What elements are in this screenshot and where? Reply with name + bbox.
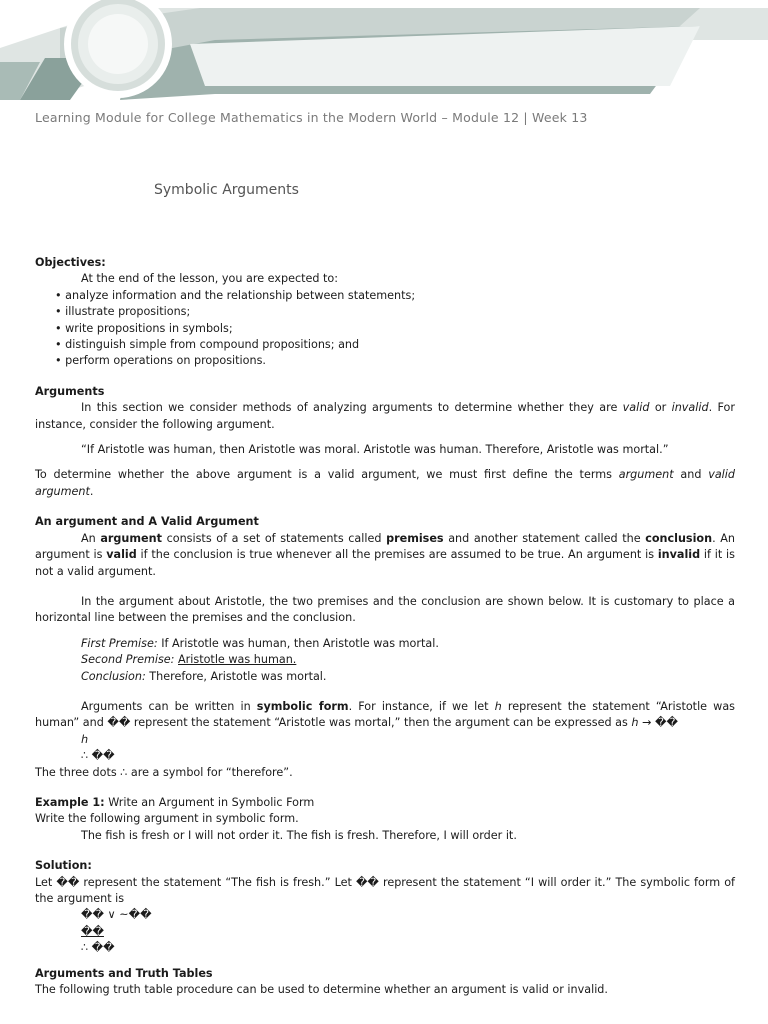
objective-item: • perform operations on propositions. bbox=[55, 354, 266, 368]
valid-argument-heading: An argument and A Valid Argument bbox=[35, 515, 259, 529]
example-1-argument: The fish is fresh or I will not order it. The fish is fresh. Therefore, I will order it. bbox=[81, 828, 517, 842]
objectives-intro: At the end of the lesson, you are expected to: bbox=[81, 272, 339, 286]
premises-paragraph: In the argument about Aristotle, the two premises and the conclusion are shown below. It is customary to place a horizontal line between the premises and the conclusion. bbox=[35, 594, 735, 625]
arguments-paragraph-2: To determine whether the above argument is a valid argument, we must first define the terms argument and valid argument. bbox=[35, 468, 735, 498]
module-header: Learning Module for College Mathematics in the Modern World – Module 12 | Week 13 bbox=[35, 110, 588, 125]
objective-item: • illustrate propositions; bbox=[55, 305, 191, 319]
solution-line-2: �� bbox=[81, 924, 104, 938]
therefore-note: The three dots ∴ are a symbol for “therefore”. bbox=[35, 765, 293, 779]
arguments-paragraph-1: In this section we consider methods of analyzing arguments to determine whether they are valid or invalid. For instance, consider the following argument. bbox=[35, 401, 735, 431]
symbolic-form-paragraph: Arguments can be written in symbolic form. For instance, if we let ℎ represent the statement “Aristotle was human” and �� represent the statement “Aristotle was mortal,” then the argument can be expressed as ℎ → �� bbox=[35, 699, 736, 730]
example-1-title: Example 1: Write an Argument in Symbolic Form bbox=[35, 795, 315, 809]
solution-heading: Solution: bbox=[35, 859, 92, 873]
solution-line-3: ∴ �� bbox=[81, 941, 115, 955]
solution-text: Let �� represent the statement “The fish is fresh.” Let �� represent the statement “I will order it.” The symbolic form of the argument is bbox=[35, 875, 735, 905]
first-premise: First Premise: If Aristotle was human, then Aristotle was mortal. bbox=[81, 636, 439, 650]
page-title: Symbolic Arguments bbox=[154, 182, 299, 198]
example-1-instruction: Write the following argument in symbolic form. bbox=[35, 812, 299, 826]
objective-item: • distinguish simple from compound propositions; and bbox=[55, 338, 360, 352]
definition-paragraph: An argument consists of a set of statements called premises and another statement called the conclusion. An argument is valid if the conclusion is true whenever all the premises are assumed to be true. An argument is invalid if it is not a valid argument. bbox=[35, 531, 735, 578]
second-premise: Second Premise: Aristotle was human. bbox=[81, 653, 297, 667]
document-body bbox=[35, 255, 735, 998]
objectives-heading: Objectives: bbox=[35, 256, 106, 269]
arguments-heading: Arguments bbox=[35, 384, 105, 398]
truth-tables-text: The following truth table procedure can be used to determine whether an argument is valid or invalid. bbox=[35, 983, 608, 997]
truth-tables-heading: Arguments and Truth Tables bbox=[35, 966, 213, 980]
objective-item: • write propositions in symbols; bbox=[55, 321, 233, 335]
symbolic-conclusion: ∴ �� bbox=[81, 749, 115, 763]
solution-line-1: �� ∨ ~�� bbox=[81, 908, 152, 922]
header-banner bbox=[0, 0, 768, 110]
objective-item: • analyze information and the relationship between statements; bbox=[55, 288, 416, 302]
aristotle-quote: “If Aristotle was human, then Aristotle was moral. Aristotle was human. Therefore, Aristotle was mortal.” bbox=[81, 443, 669, 457]
conclusion: Conclusion: Therefore, Aristotle was mortal. bbox=[81, 669, 327, 683]
symbolic-premise: ℎ bbox=[81, 732, 89, 746]
